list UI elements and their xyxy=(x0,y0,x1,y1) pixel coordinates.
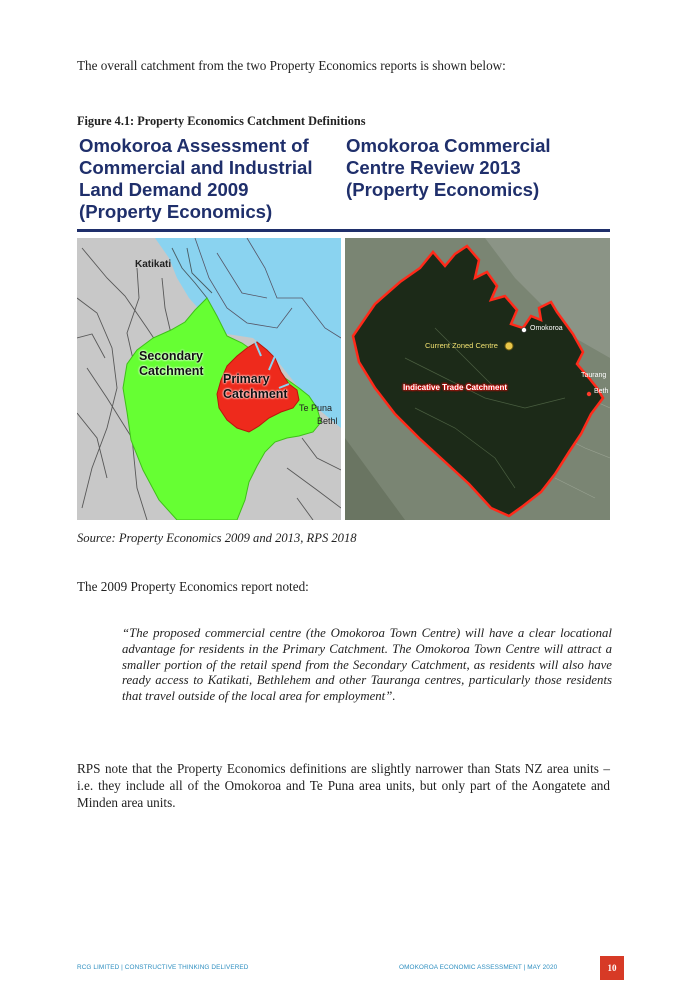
left-map-heading xyxy=(79,135,339,223)
noted-paragraph: The 2009 Property Economics report noted: xyxy=(77,579,309,594)
catchment-map-2013 xyxy=(345,238,610,520)
label-line: Secondary xyxy=(139,349,203,363)
catchment-map-2013-graphic xyxy=(345,238,610,520)
label-line: Catchment xyxy=(139,364,204,378)
heading-line: Centre Review 2013 xyxy=(346,157,521,178)
right-map-heading xyxy=(346,135,596,201)
heading-line: Land Demand 2009 xyxy=(79,179,249,200)
bethlehem-marker xyxy=(587,392,591,396)
footer-left: RCG LIMITED | CONSTRUCTIVE THINKING DELIVERED xyxy=(77,964,249,971)
bethlehem-label: Beth xyxy=(594,388,609,395)
current-zoned-centre-marker xyxy=(505,342,513,350)
label-line: Primary xyxy=(223,372,270,386)
rps-note-paragraph: RPS note that the Property Economics definitions are slightly narrower than Stats NZ area units – i.e. they include all of the Omokoroa and Te Puna area units, but only part of the Aongatete and Minden area units. xyxy=(77,761,610,810)
figure-caption: Figure 4.1: Property Economics Catchment Definitions xyxy=(77,114,366,128)
label-line: Catchment xyxy=(223,387,288,401)
heading-line: Omokoroa Assessment of xyxy=(79,135,309,156)
heading-line: (Property Economics) xyxy=(79,201,273,222)
heading-line: Omokoroa Commercial xyxy=(346,135,551,156)
report-quote: “The proposed commercial centre (the Omokoroa Town Centre) will have a clear locational advantage for residents in the Primary Catchment. The Omokoroa Town Centre will attract a smaller portion of the retail spend from the Secondary Catchment, as residents will also have ready access to Katikati, Bethlehem and other Tauranga centres, particularly those residents that travel outside of the local area for employment”. xyxy=(122,626,612,704)
catchment-map-2009 xyxy=(77,238,341,520)
secondary-catchment-label xyxy=(139,349,204,379)
catchment-map-2009-graphic xyxy=(77,238,341,520)
intro-text: The overall catchment from the two Property Economics reports is shown below: xyxy=(77,58,506,73)
tauranga-label: Taurang xyxy=(581,372,607,379)
omokoroa-label: Omokoroa xyxy=(530,325,563,332)
indicative-trade-catchment-label: Indicative Trade Catchment xyxy=(403,383,508,392)
figure-source: Source: Property Economics 2009 and 2013, RPS 2018 xyxy=(77,531,357,545)
te-puna-label: Te Puna xyxy=(299,403,333,413)
katikati-label: Katikati xyxy=(135,259,172,270)
page-number-badge: 10 xyxy=(600,956,624,980)
heading-line: (Property Economics) xyxy=(346,179,540,200)
heading-divider xyxy=(77,229,610,232)
bethlehem-label: Bethl xyxy=(317,416,338,426)
footer-right: OMOKOROA ECONOMIC ASSESSMENT | MAY 2020 xyxy=(399,964,558,971)
omokoroa-marker xyxy=(522,328,527,333)
heading-line: Commercial and Industrial xyxy=(79,157,313,178)
current-zoned-centre-label: Current Zoned Centre xyxy=(425,341,498,350)
primary-catchment-label xyxy=(223,372,288,402)
